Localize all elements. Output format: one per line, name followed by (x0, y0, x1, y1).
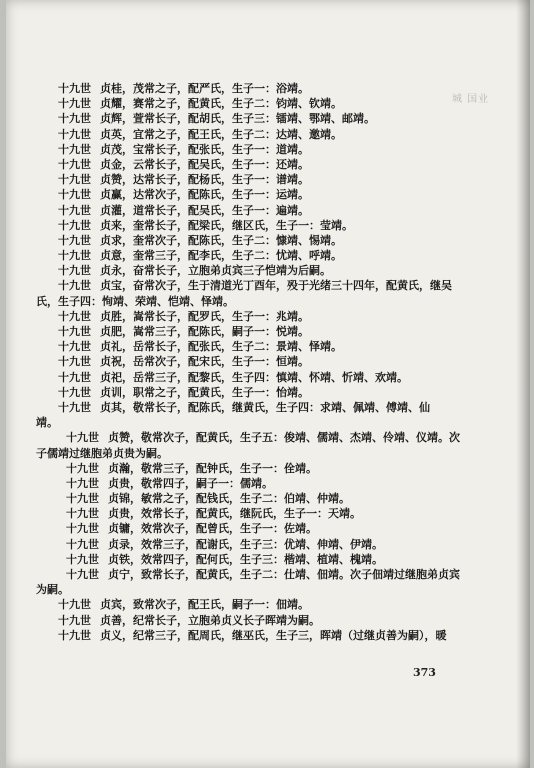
entry-line (6, 582, 530, 597)
generation-label: 十九世 (58, 340, 91, 354)
entry-text: 贞镛，效常次子，配曾氏，生子一：佐靖。 (108, 522, 317, 536)
genealogy-entries (6, 81, 530, 643)
generation-label: 十九世 (58, 173, 91, 187)
entry-line (6, 415, 530, 430)
entry-text: 贞礼，岳常长子，配张氏，生子二：景靖、怿靖。 (100, 340, 342, 354)
generation-label: 十九世 (58, 142, 91, 156)
entry-text: 贞求，奎常次子，配陈氏，生子二：慷靖、惕靖。 (100, 233, 342, 247)
entry-line (6, 294, 530, 309)
generation-label: 十九世 (58, 385, 91, 399)
entry-line (6, 613, 530, 628)
entry-line (6, 187, 530, 202)
generation-label: 十九世 (58, 112, 91, 126)
generation-label: 十九世 (58, 613, 91, 627)
entry-text: 贞宁，致常长子，配黄氏，生子二：仕靖、佃靖。次子佃靖过继胞弟贞宾 (108, 568, 460, 581)
entry-line (6, 172, 530, 187)
entry-line (6, 142, 530, 157)
entry-line (6, 324, 530, 339)
book-page (6, 0, 530, 768)
entry-line (6, 430, 530, 445)
entry-line (6, 111, 530, 126)
entry-text: 贞铁，效常四子，配何氏，生子三：楷靖、植靖、槐靖。 (108, 552, 383, 566)
entry-line (6, 461, 530, 476)
entry-line (6, 628, 530, 643)
entry-text: 贞辉，萱常长子，配胡氏，生子三：镭靖、鄂靖、邮靖。 (100, 112, 375, 126)
entry-line (6, 354, 530, 369)
entry-line (6, 96, 530, 111)
generation-label: 十九世 (66, 552, 99, 566)
entry-text: 贞英，宜常之子，配王氏，生子二：达靖、邀靖。 (100, 127, 342, 141)
generation-label: 十九世 (58, 355, 91, 369)
generation-label: 十九世 (58, 203, 91, 217)
generation-label: 十九世 (58, 188, 91, 202)
generation-label: 十九世 (58, 218, 91, 232)
entry-text: 贞其，敬常长子，配陈氏，继黄氏，生子四：求靖、佩靖、傅靖、仙 (100, 400, 430, 414)
entry-text: 贞意，奎常三子，配李氏，生子二：忧靖、呼靖。 (100, 249, 342, 263)
entry-text: 贞金，云常长子，配吴氏，生子一：还靖。 (100, 157, 309, 171)
generation-label: 十九世 (58, 264, 91, 278)
generation-label: 十九世 (58, 82, 91, 95)
generation-label: 十九世 (66, 492, 99, 506)
generation-label: 十九世 (58, 249, 91, 263)
entry-text: 贞祝，岳常次子，配宋氏，生子一：恒靖。 (100, 355, 309, 369)
entry-text: 贞赞，达常长子，配杨氏，生子一：谱靖。 (100, 173, 309, 187)
entry-line (6, 385, 530, 400)
generation-label: 十九世 (66, 461, 99, 475)
generation-label: 十九世 (58, 127, 91, 141)
entry-line (6, 309, 530, 324)
entry-text: 贞贵，敬常四子，嗣子一：儒靖。 (108, 476, 273, 490)
entry-line (6, 506, 530, 521)
generation-label: 十九世 (58, 97, 91, 111)
entry-text: 贞录，效常三子，配谢氏，生子三：优靖、伸靖、伊靖。 (108, 537, 383, 551)
faint-page-header: 城 国业 (452, 94, 490, 105)
entry-line (6, 203, 530, 218)
entry-line (6, 263, 530, 278)
entry-text: 贞义，纪常三子，配周氏，继巫氏，生子三，晖靖（过继贞善为嗣），暖 (100, 628, 447, 642)
entry-line (6, 127, 530, 142)
page-number: 373 (413, 666, 436, 679)
generation-label: 十九世 (58, 157, 91, 171)
entry-text: 贞永，奋常长子，立胞弟贞宾三子恺靖为后嗣。 (100, 264, 331, 278)
entry-line (6, 537, 530, 552)
generation-label: 十九世 (58, 400, 91, 414)
entry-text: 贞锦，敏常之子，配钱氏，生子二：伯靖、仲靖。 (108, 492, 350, 506)
entry-text: 贞宝，奋常次子，生于清道光丁酉年，殁于光绪三十四年，配黄氏，继吴 (100, 279, 452, 293)
entry-text: 贞赢，达常次子，配陈氏，生子一：运靖。 (100, 188, 309, 202)
entry-line (6, 491, 530, 506)
entry-line (6, 233, 530, 248)
entry-line (6, 218, 530, 233)
entry-text: 氏，生子四：恂靖、荣靖、恺靖、怿靖。 (36, 294, 234, 308)
generation-label: 十九世 (66, 537, 99, 551)
entry-text: 贞瀚，敬常三子，配钟氏，生子一：佺靖。 (108, 461, 317, 475)
entry-line (6, 597, 530, 612)
binding-shadow (516, 0, 530, 768)
entry-line (6, 157, 530, 172)
entry-line (6, 446, 530, 461)
entry-text: 靖。 (36, 416, 58, 430)
entry-text: 子儒靖过继胞弟贞贵为嗣。 (36, 446, 168, 460)
generation-label: 十九世 (66, 507, 99, 521)
generation-label: 十九世 (66, 522, 99, 536)
entry-text: 贞茂，宝常长子，配张氏，生子一：道靖。 (100, 142, 309, 156)
generation-label: 十九世 (58, 370, 91, 384)
generation-label: 十九世 (66, 476, 99, 490)
entry-text: 贞贵，效常长子，配黄氏，继阮氏，生子一：天靖。 (108, 507, 361, 521)
generation-label: 十九世 (66, 568, 99, 581)
generation-label: 十九世 (58, 598, 91, 612)
entry-text: 贞耀，赛常之子，配黄氏，生子二：钧靖、钦靖。 (100, 97, 342, 111)
entry-line (6, 370, 530, 385)
entry-text: 贞赞，敬常次子，配黄氏，生子五：俊靖、儒靖、杰靖、伶靖、仪靖。次 (108, 431, 460, 445)
entry-text: 贞肥，嵩常三子，配陈氏，嗣子一：悦靖。 (100, 325, 309, 338)
generation-label: 十九世 (58, 309, 91, 323)
entry-line (6, 278, 530, 293)
generation-label: 十九世 (58, 233, 91, 247)
generation-label: 十九世 (58, 628, 91, 642)
entry-text: 贞善，纪常长子，立胞弟贞义长子晖靖为嗣。 (100, 613, 320, 627)
entry-text: 贞桂，茂常之子，配严氏，生子一：浴靖。 (100, 82, 309, 95)
generation-label: 十九世 (66, 431, 99, 445)
entry-line (6, 248, 530, 263)
entry-line (6, 81, 530, 96)
entry-text: 贞祀，岳常三子，配黎氏，生子四：慎靖、怀靖、忻靖、欢靖。 (100, 370, 408, 384)
entry-text: 贞宾，致常次子，配王氏，嗣子一：佃靖。 (100, 598, 309, 612)
entry-text: 贞训，职常之子，配黄氏，生子一：怡靖。 (100, 385, 309, 399)
entry-text: 贞胜，嵩常长子，配罗氏，生子一：兆靖。 (100, 309, 309, 323)
entry-line (6, 476, 530, 491)
generation-label: 十九世 (58, 325, 91, 338)
entry-line (6, 400, 530, 415)
entry-text: 贞灌，道常长子，配吴氏，生子一：遍靖。 (100, 203, 309, 217)
entry-line (6, 521, 530, 536)
entry-text: 为嗣。 (36, 583, 69, 597)
entry-line (6, 567, 530, 582)
entry-text: 贞来，奎常长子，配梁氏，继区氏，生子一：莹靖。 (100, 218, 353, 232)
entry-line (6, 339, 530, 354)
entry-line (6, 552, 530, 567)
generation-label: 十九世 (58, 279, 91, 293)
